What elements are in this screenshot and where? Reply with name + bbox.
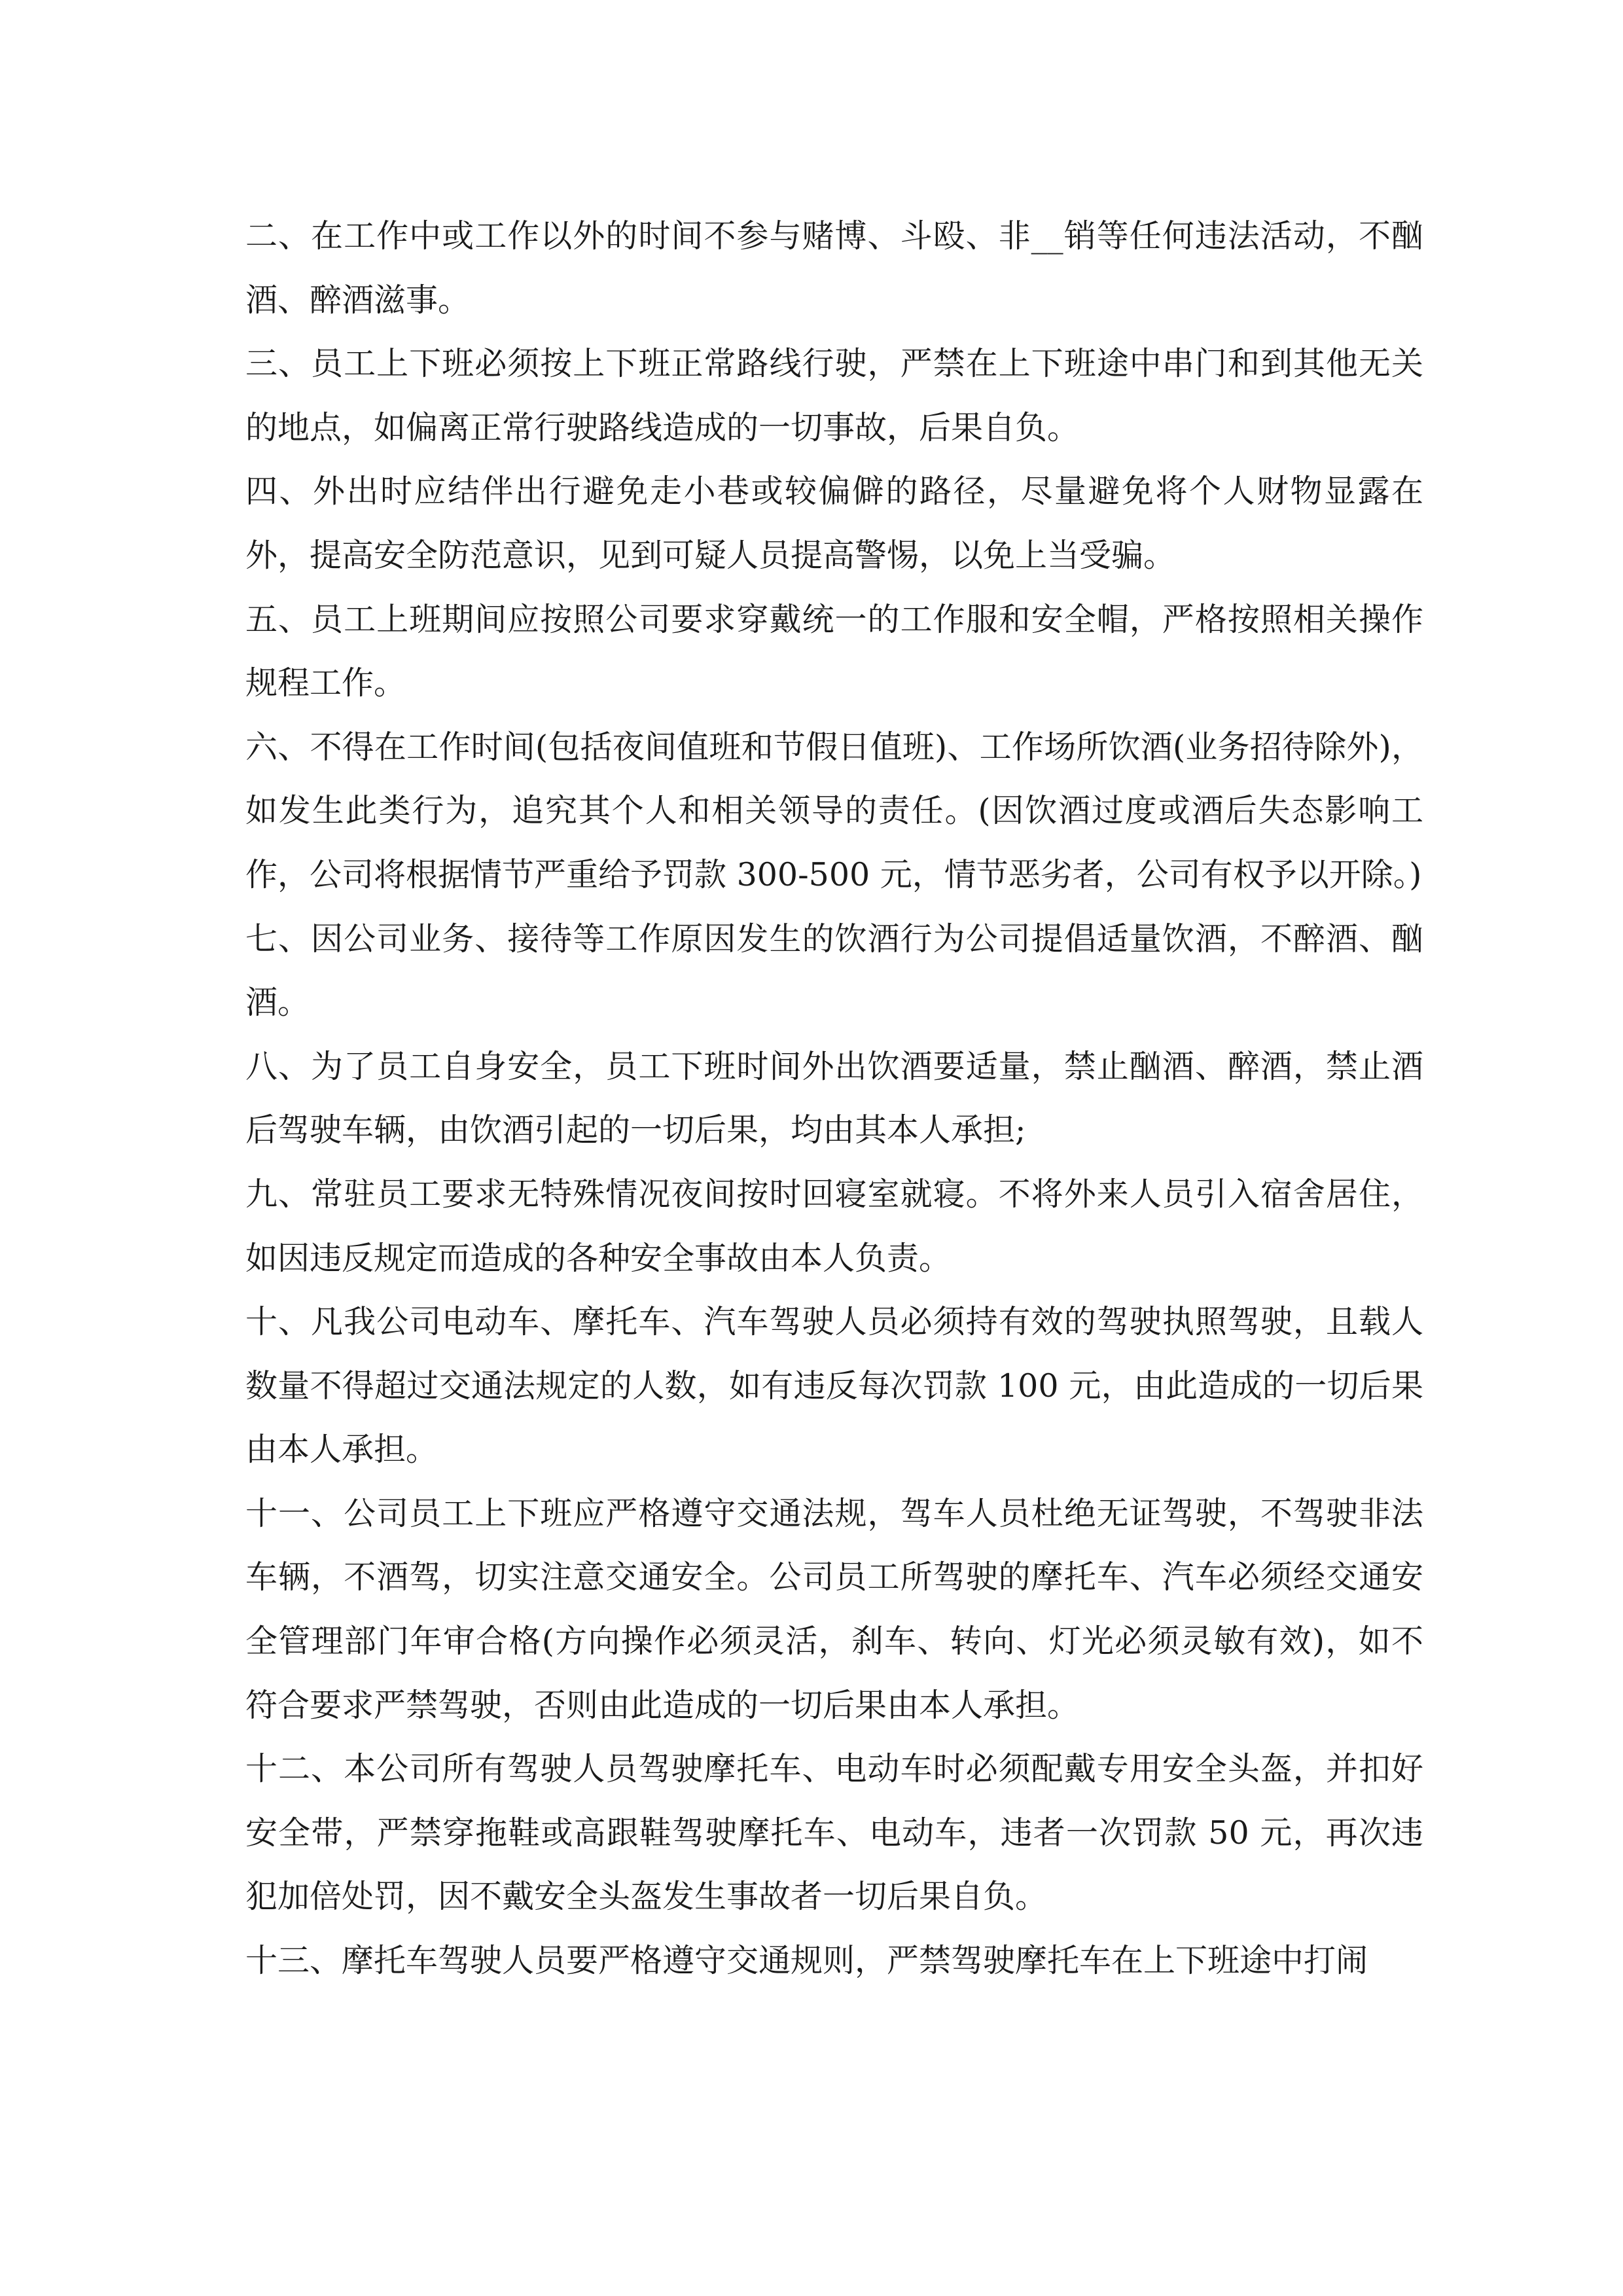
clause-3: 三、员工上下班必须按上下班正常路线行驶，严禁在上下班途中串门和到其他无关的地点，如偏离正常行驶路线造成的一切事故，后果自负。 xyxy=(245,345,1423,446)
clause-10: 十、凡我公司电动车、摩托车、汽车驾驶人员必须持有效的驾驶执照驾驶，且载人数量不得超过交通法规定的人数，如有违反每次罚款 100 元，由此造成的一切后果由本人承担。 xyxy=(245,1303,1423,1469)
clause-4: 四、外出时应结伴出行避免走小巷或较偏僻的路径，尽量避免将个人财物显露在外，提高安全防范意识，见到可疑人员提高警惕，以免上当受骗。 xyxy=(245,473,1423,574)
clause-8: 八、为了员工自身安全，员工下班时间外出饮酒要适量，禁止酗酒、醉酒，禁止酒后驾驶车辆，由饮酒引起的一切后果，均由其本人承担; xyxy=(245,1047,1423,1149)
clause-7: 七、因公司业务、接待等工作原因发生的饮酒行为公司提倡适量饮酒，不醉酒、酗酒。 xyxy=(245,920,1423,1022)
clause-5: 五、员工上班期间应按照公司要求穿戴统一的工作服和安全帽，严格按照相关操作规程工作。 xyxy=(245,600,1423,702)
clause-6: 六、不得在工作时间(包括夜间值班和节假日值班)、工作场所饮酒(业务招待除外)，如发生此类行为，追究其个人和相关领导的责任。(因饮酒过度或酒后失态影响工作，公司将根据情节严重给予罚款 300-500 元，情节恶劣者，公司有权予以开除。) xyxy=(245,728,1423,893)
clause-2: 二、在工作中或工作以外的时间不参与赌博、斗殴、非__销等任何违法活动，不酗酒、醉酒滋事。 xyxy=(245,217,1423,319)
clause-9: 九、常驻员工要求无特殊情况夜间按时回寝室就寝。不将外来人员引入宿舍居住，如因违反规定而造成的各种安全事故由本人负责。 xyxy=(245,1175,1423,1277)
clause-13: 十三、摩托车驾驶人员要严格遵守交通规则，严禁驾驶摩托车在上下班途中打闹 xyxy=(245,1942,1368,1980)
clause-12: 十二、本公司所有驾驶人员驾驶摩托车、电动车时必须配戴专用安全头盔，并扣好安全带，严禁穿拖鞋或高跟鞋驾驶摩托车、电动车，违者一次罚款 50 元，再次违犯加倍处罚，因不戴安全头盔发生事故者一切后果自负。 xyxy=(245,1750,1423,1916)
clause-11: 十一、公司员工上下班应严格遵守交通法规，驾车人员杜绝无证驾驶，不驾驶非法车辆，不酒驾，切实注意交通安全。公司员工所驾驶的摩托车、汽车必须经交通安全管理部门年审合格(方向操作必须灵活，刹车、转向、灯光必须灵敏有效)，如不符合要求严禁驾驶，否则由此造成的一切后果由本人承担。 xyxy=(245,1494,1423,1724)
document-body xyxy=(245,204,1423,1993)
